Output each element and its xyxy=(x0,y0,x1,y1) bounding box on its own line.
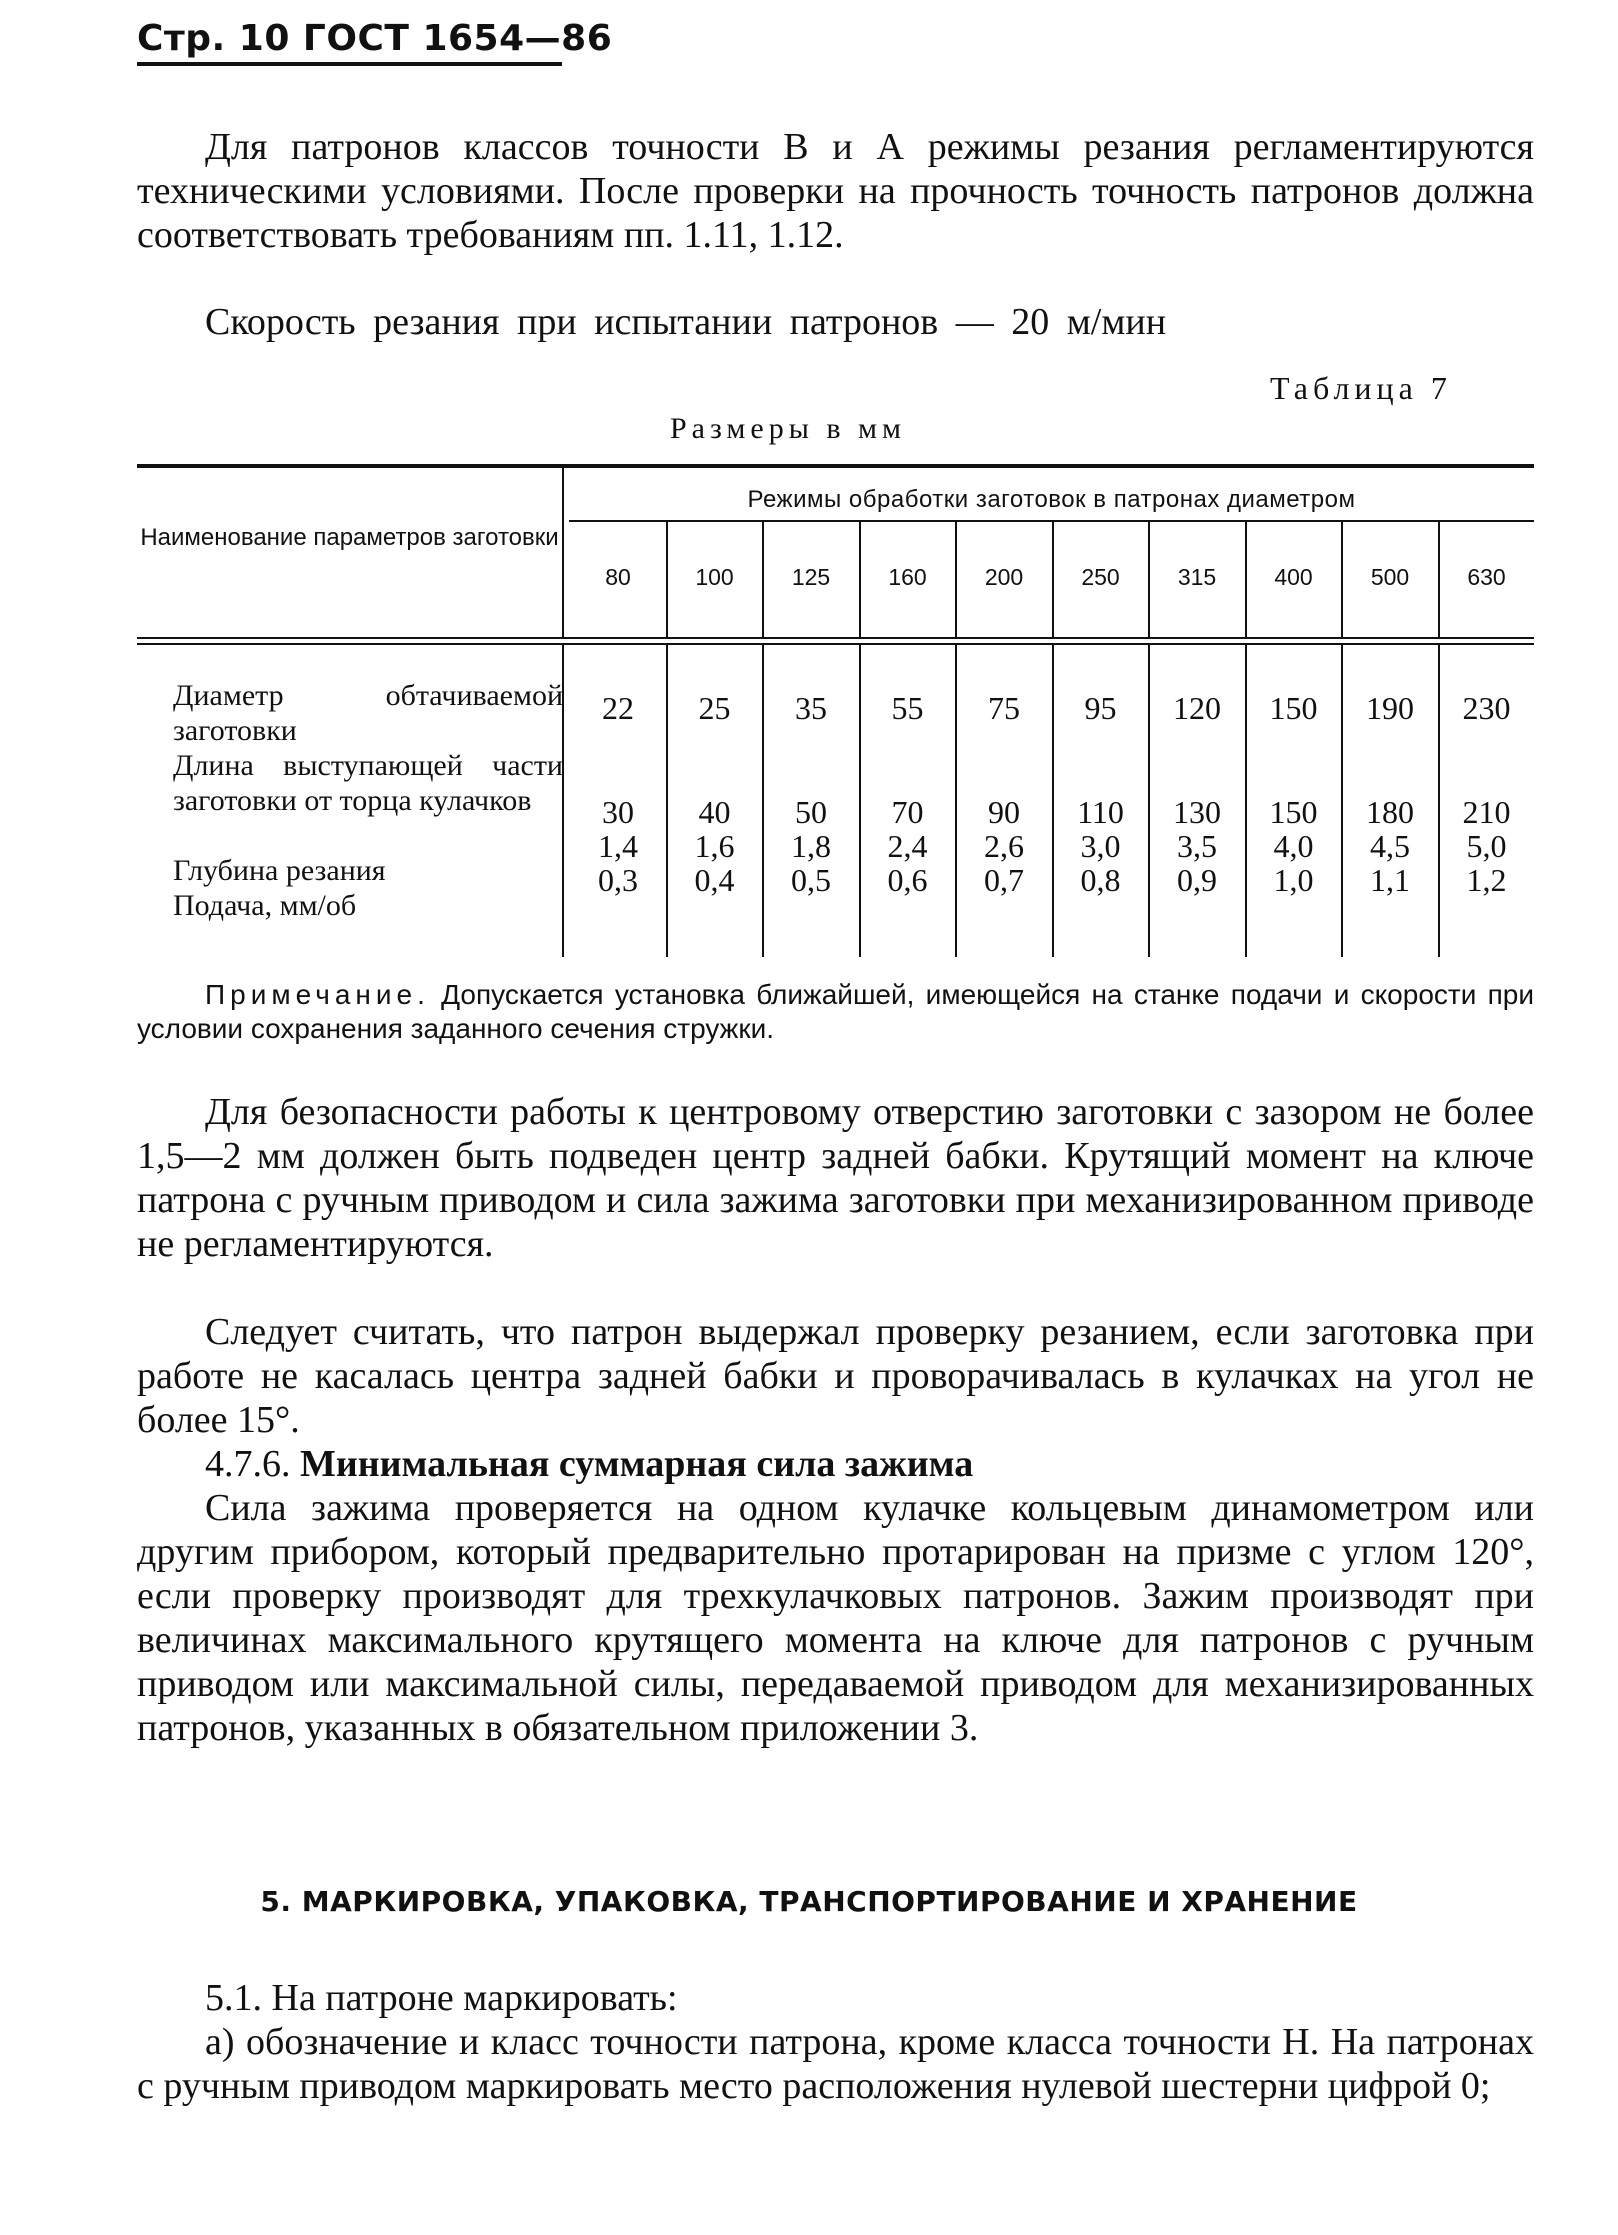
cutting-speed-line: Скорость резания при испытании патронов — 20 м/мин xyxy=(205,301,1167,343)
table-cell: 110 xyxy=(1077,794,1124,830)
table-column-divider xyxy=(562,468,564,637)
clamp-paragraph: Сила зажима проверяется на одном кулачке кольцевым динамометром или другим прибором, который предварительно протарирован на призме с углом 120°, если проверку производят для трехкулачковых патронов. Зажим производят при величинах максимального крутящего момента на ключе для патронов с ручным приводом или максимальной силы, передаваемой приводом для механизированных патронов, указанных в обязательном приложении 3. xyxy=(137,1487,1534,1749)
check-paragraph: Следует считать, что патрон выдержал проверку резанием, если заготовка при работе не касалась центра задней бабки и проворачивалась в кулачках на угол не более 15°. xyxy=(137,1311,1534,1441)
clause-number: 4.7.6. xyxy=(205,1443,291,1485)
section-5-title: 5. МАРКИРОВКА, УПАКОВКА, ТРАНСПОРТИРОВАНИЕ И ХРАНЕНИЕ xyxy=(260,1885,1358,1918)
diameter-header: 400 xyxy=(1274,564,1313,590)
table-cell: 1,1 xyxy=(1370,862,1410,898)
table-cell: 190 xyxy=(1366,690,1414,726)
row-label-length: Длина выступающей части заготовки от торца кулачков xyxy=(173,749,563,817)
header-bottom-rule-2 xyxy=(137,643,1534,645)
table-top-rule xyxy=(137,464,1534,468)
diameter-header: 160 xyxy=(888,564,927,590)
row-label-feed: Подача, мм/об xyxy=(173,889,357,922)
table-note xyxy=(137,978,1534,1046)
table-cell: 22 xyxy=(602,690,634,726)
table-cell: 180 xyxy=(1366,794,1414,830)
table-7 xyxy=(137,464,1534,957)
table-cell: 35 xyxy=(795,690,827,726)
table-cell: 210 xyxy=(1462,794,1511,830)
table-cell: 120 xyxy=(1173,690,1221,726)
table-cell: 90 xyxy=(988,794,1020,830)
column-group-header: Режимы обработки заготовок в патронах диаметром xyxy=(747,486,1356,513)
note-title: Примечание. xyxy=(205,979,430,1010)
table-cell: 0,9 xyxy=(1177,862,1217,898)
diameter-header: 500 xyxy=(1370,564,1410,590)
diameter-header: 125 xyxy=(791,564,831,590)
table-cell: 1,8 xyxy=(791,828,831,864)
table-cell: 75 xyxy=(988,690,1020,726)
clause-5-1: 5.1. На патроне маркировать: xyxy=(205,1977,678,2019)
page-header: Стр. 10 ГОСТ 1654—86 xyxy=(137,18,613,59)
table-cell: 2,4 xyxy=(887,828,928,864)
table-cell: 0,5 xyxy=(791,862,831,898)
table-cell: 2,6 xyxy=(984,828,1024,864)
table-cell: 0,3 xyxy=(598,862,638,898)
row-label-diameter: Диаметр обтачиваемой заготовки xyxy=(173,679,563,747)
table-cell: 40 xyxy=(698,794,731,830)
table-cell: 25 xyxy=(698,690,731,726)
table-cell: 50 xyxy=(795,794,827,830)
table-column-divider xyxy=(859,522,861,637)
row-label-depth: Глубина резания xyxy=(173,854,386,887)
table-cell: 0,7 xyxy=(984,862,1024,898)
table-cell: 70 xyxy=(891,794,924,830)
table-units: Размеры в мм xyxy=(670,412,907,445)
table-column-divider xyxy=(762,522,764,637)
diameter-header: 100 xyxy=(695,564,734,590)
table-column-divider xyxy=(666,522,668,637)
diameter-header: 200 xyxy=(984,564,1024,590)
table-cell: 1,6 xyxy=(694,828,735,864)
diameter-header: 80 xyxy=(605,564,631,590)
table-cell: 30 xyxy=(602,794,634,830)
header-rule xyxy=(137,62,562,66)
safety-paragraph: Для безопасности работы к центровому отверстию заготовки с зазором не более 1,5—2 мм должен быть подведен центр задней бабки. Крутящий момент на ключе патрона с ручным приводом и сила зажима заготовки при механизированном приводе не регламентируются. xyxy=(137,1091,1534,1265)
table-column-divider xyxy=(1341,522,1343,637)
diameter-header: 250 xyxy=(1081,564,1120,590)
table-cell: 55 xyxy=(891,690,924,726)
table-cell: 1,4 xyxy=(598,828,638,864)
table-cell: 4,0 xyxy=(1273,828,1314,864)
table-cell: 3,0 xyxy=(1080,828,1121,864)
diameter-header: 630 xyxy=(1467,564,1506,590)
table-cell: 4,5 xyxy=(1370,828,1410,864)
table-column-divider xyxy=(1052,522,1054,637)
clause-4-7-6 xyxy=(137,1442,1534,1486)
table-cell: 0,4 xyxy=(694,862,735,898)
table-cell: 130 xyxy=(1173,794,1221,830)
table-cell: 1,2 xyxy=(1466,862,1507,898)
table-column-divider xyxy=(1438,522,1440,637)
table-cell: 3,5 xyxy=(1177,828,1217,864)
table-cell: 230 xyxy=(1462,690,1511,726)
table-cell: 5,0 xyxy=(1466,828,1507,864)
table-cell: 0,6 xyxy=(887,862,928,898)
table-cell: 95 xyxy=(1084,690,1117,726)
intro-paragraph: Для патронов классов точности В и А режимы резания регламентируются техническими условиями. После проверки на прочность точность патронов должна соответствовать требованиям пп. 1.11, 1.12. xyxy=(137,126,1534,256)
clause-title: Минимальная суммарная сила зажима xyxy=(300,1443,974,1485)
table-label: Таблица 7 xyxy=(1270,370,1452,406)
table-column-divider xyxy=(955,522,957,637)
diameter-header: 315 xyxy=(1177,564,1217,590)
table-column-divider xyxy=(1148,522,1150,637)
header-bottom-rule xyxy=(137,637,1534,639)
table-cell: 150 xyxy=(1269,794,1318,830)
table-cell: 0,8 xyxy=(1080,862,1121,898)
note-text: Допускается установка ближайшей, имеющейся на станке подачи и скорости при условии сохранения заданного сечения стружки. xyxy=(137,979,1535,1044)
table-cell: 150 xyxy=(1269,690,1318,726)
clause-5-1-a: а) обозначение и класс точности патрона, кроме класса точности Н. На патронах с ручным приводом маркировать место расположения нулевой шестерни цифрой 0; xyxy=(137,2021,1534,2107)
column-header-parameter: Наименование параметров заготовки xyxy=(140,524,559,551)
table-column-divider xyxy=(1245,522,1247,637)
table-cell: 1,0 xyxy=(1273,862,1314,898)
